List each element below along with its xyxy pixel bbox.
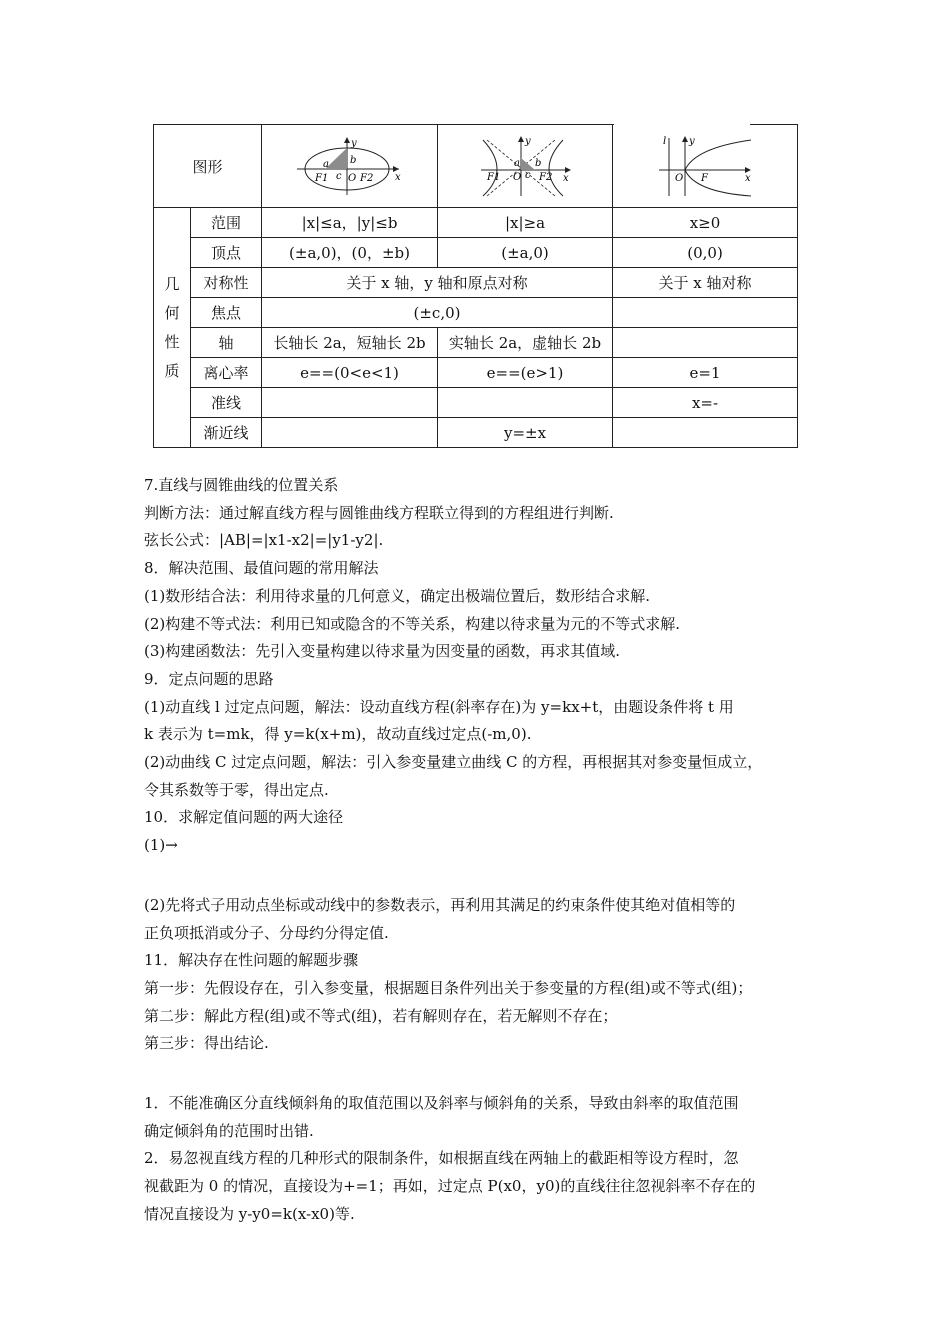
parabola-cell — [613, 298, 798, 328]
row-label: 顶点 — [191, 238, 262, 268]
ellipse-hyperbola-cell: (±c,0) — [262, 298, 613, 328]
parabola-cell: (0,0) — [613, 238, 798, 268]
ellipse-figure-cell — [262, 125, 438, 208]
hyperbola-letter-f2: F2 — [539, 172, 553, 183]
hyperbola-cell: y=±x — [438, 418, 613, 448]
section-heading-10: 10．求解定值问题的两大途径 — [144, 808, 344, 827]
group-char-1: 几 — [164, 274, 180, 293]
text-line: 第一步：先假设存在，引入参变量，根据题目条件列出关于参变量的方程(组)或不等式(组)； — [144, 978, 753, 997]
ellipse-cell: 长轴长 2a，短轴长 2b — [262, 328, 438, 358]
parabola-figure-cell — [613, 125, 798, 208]
figure-label-cell — [154, 125, 262, 208]
row-focus — [154, 298, 798, 328]
ellipse-letter-o: O — [347, 173, 356, 184]
parabola-letter-l: l — [663, 136, 667, 147]
text-line: 确定倾斜角的范围时出错. — [144, 1121, 314, 1140]
text-line: (1)数形结合法：利用待求量的几何意义，确定出极端位置后，数形结合求解. — [144, 586, 651, 605]
hyperbola-cell: |x|≥a — [438, 208, 613, 238]
hyperbola-figure-cell — [438, 125, 613, 208]
row-label: 对称性 — [191, 268, 262, 298]
text-line: 1．不能准确区分直线倾斜角的取值范围以及斜率与倾斜角的关系，导致由斜率的取值范围 — [144, 1094, 739, 1113]
ellipse-letter-f2: F2 — [359, 173, 373, 184]
blank-line — [144, 860, 824, 892]
section-heading-8: 8．解决范围、最值问题的常用解法 — [144, 559, 379, 578]
row-label: 轴 — [191, 328, 262, 358]
text-line: (2)动曲线 C 过定点问题，解法：引入参变量建立曲线 C 的方程，再根据其对参变量恒成立， — [144, 753, 763, 772]
parabola-letter-f: F — [701, 173, 708, 184]
conic-properties-table — [153, 124, 798, 448]
row-symmetry — [154, 268, 798, 298]
text-line: (3)构建函数法：先引入变量构建以待求量为因变量的函数，再求其值域. — [144, 642, 621, 661]
table-top-gap — [614, 122, 750, 125]
section-heading-11: 11．解决存在性问题的解题步骤 — [144, 951, 359, 970]
row-label: 渐近线 — [191, 418, 262, 448]
row-asymptote — [154, 418, 798, 448]
ellipse-figure — [295, 135, 405, 197]
ellipse-cell: e==(0<e<1) — [262, 358, 438, 388]
ellipse-letter-y: y — [350, 138, 357, 149]
row-eccentricity — [154, 358, 798, 388]
row-vertex — [154, 238, 798, 268]
hyperbola-letter-f1: F1 — [487, 172, 501, 183]
geometric-properties-label — [154, 208, 191, 448]
text-line: 正负项抵消或分子、分母约分得定值. — [144, 923, 389, 942]
parabola-cell: 关于 x 轴对称 — [613, 268, 798, 298]
text-line: 判断方法：通过解直线方程与圆锥曲线方程联立得到的方程组进行判断. — [144, 503, 614, 522]
text-line: (1)动直线 l 过定点问题，解法：设动直线方程(斜率存在)为 y=kx+t，由题设条件将 t 用 — [144, 697, 734, 716]
row-axis — [154, 328, 798, 358]
hyperbola-letter-b: b — [535, 158, 542, 169]
parabola-cell — [613, 418, 798, 448]
hyperbola-cell — [438, 388, 613, 418]
ellipse-letter-c: c — [335, 171, 342, 182]
hyperbola-letter-c: c — [525, 170, 531, 181]
ellipse-letter-f1: F1 — [314, 173, 328, 184]
group-char-4: 质 — [164, 361, 180, 380]
parabola-letter-x: x — [745, 173, 751, 184]
figure-label: 图形 — [192, 157, 223, 176]
hyperbola-cell: (±a,0) — [438, 238, 613, 268]
parabola-letter-o: O — [675, 173, 684, 184]
row-directrix — [154, 388, 798, 418]
parabola-cell: e=1 — [613, 358, 798, 388]
ellipse-cell: |x|≤a，|y|≤b — [262, 208, 438, 238]
text-line: 视截距为 0 的情况，直接设为+=1；再如，过定点 P(x0，y0)的直线往往忽视斜率不存在的 — [144, 1177, 756, 1196]
hyperbola-letter-a: a — [514, 158, 520, 169]
hyperbola-letter-y: y — [525, 136, 531, 147]
text-line: (2)构建不等式法：利用已知或隐含的不等关系，构建以待求量为元的不等式求解. — [144, 614, 681, 633]
ellipse-cell: (±a,0)，(0，±b) — [262, 238, 438, 268]
group-char-3: 性 — [164, 332, 180, 351]
ellipse-letter-a: a — [322, 159, 329, 170]
text-line: 情况直接设为 y-y0=k(x-x0)等. — [144, 1204, 355, 1223]
row-label: 离心率 — [191, 358, 262, 388]
parabola-cell: x=- — [613, 388, 798, 418]
hyperbola-letter-o: O — [513, 172, 522, 183]
row-range — [154, 208, 798, 238]
row-label: 准线 — [191, 388, 262, 418]
hyperbola-cell: 实轴长 2a，虚轴长 2b — [438, 328, 613, 358]
row-label: 范围 — [191, 208, 262, 238]
hyperbola-figure — [477, 134, 573, 198]
text-line: 弦长公式：|AB|=|x1-x2|=|y1-y2|. — [144, 531, 384, 550]
row-label: 焦点 — [191, 298, 262, 328]
ellipse-hyperbola-cell: 关于 x 轴，y 轴和原点对称 — [262, 268, 613, 298]
parabola-cell — [613, 328, 798, 358]
ellipse-cell — [262, 418, 438, 448]
parabola-cell: x≥0 — [613, 208, 798, 238]
hyperbola-letter-x: x — [563, 173, 569, 184]
text-line: (1)→ — [144, 836, 178, 855]
blank-line — [144, 1058, 824, 1090]
parabola-letter-y: y — [689, 136, 695, 147]
figure-row — [154, 125, 798, 208]
document-body — [144, 472, 824, 1229]
ellipse-cell — [262, 388, 438, 418]
parabola-figure — [655, 134, 755, 198]
section-heading-7: 7.直线与圆锥曲线的位置关系 — [144, 476, 339, 494]
ellipse-letter-b: b — [349, 155, 356, 166]
text-line: 第二步：解此方程(组)或不等式(组)，若有解则存在，若无解则不存在； — [144, 1006, 618, 1025]
section-heading-9: 9．定点问题的思路 — [144, 669, 274, 688]
text-line: 第三步：得出结论. — [144, 1034, 269, 1053]
hyperbola-cell: e==(e>1) — [438, 358, 613, 388]
text-line: (2)先将式子用动点坐标或动线中的参数表示，再利用其满足的约束条件使其绝对值相等的 — [144, 895, 736, 914]
text-line: 令其系数等于零，得出定点. — [144, 780, 329, 799]
group-char-2: 何 — [164, 303, 180, 322]
text-line: k 表示为 t=mk，得 y=k(x+m)，故动直线过定点(-m,0). — [144, 725, 532, 744]
ellipse-letter-x: x — [394, 172, 401, 183]
text-line: 2．易忽视直线方程的几种形式的限制条件，如根据直线在两轴上的截距相等设方程时，忽 — [144, 1149, 739, 1168]
